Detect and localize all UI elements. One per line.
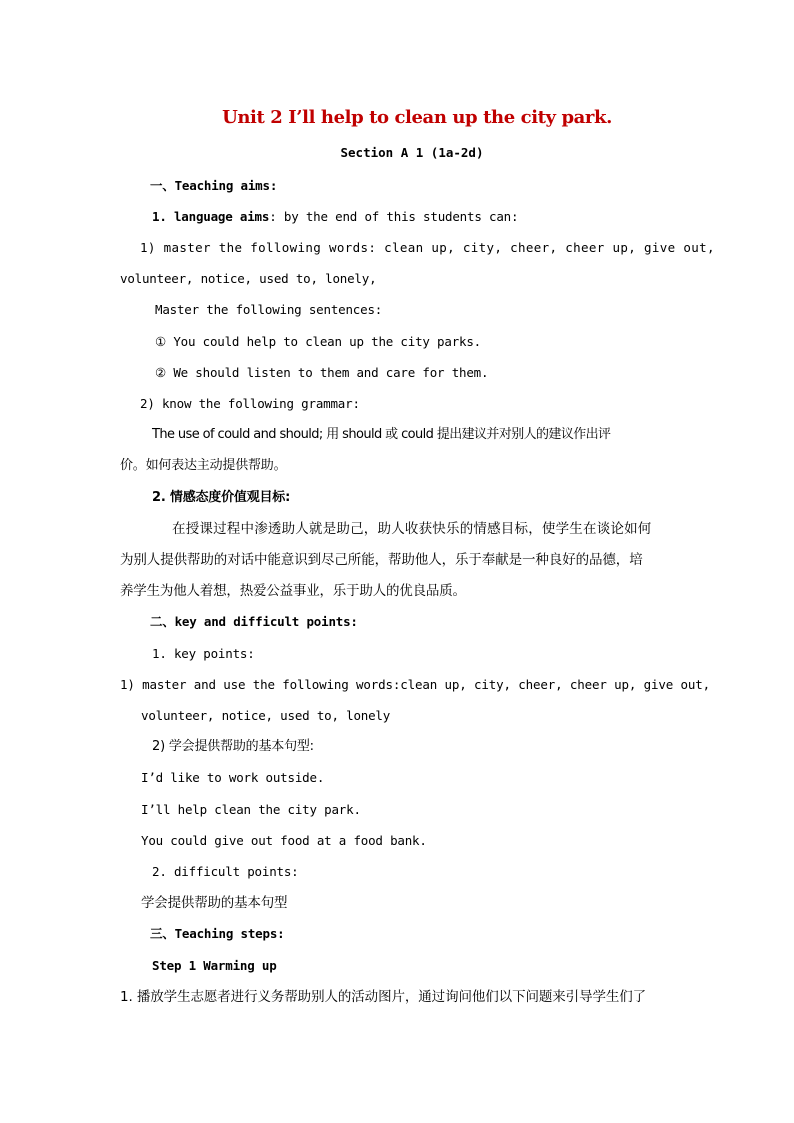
teaching-steps-heading: 三、Teaching steps: xyxy=(150,926,285,941)
document-title: Unit 2 I’ll help to clean up the city park. xyxy=(222,107,612,128)
document-subtitle: Section A 1 (1a-2d) xyxy=(340,145,484,160)
example-sentence-3: You could give out food at a food bank. xyxy=(141,833,427,848)
language-aims-label: 1. language aims xyxy=(152,209,270,224)
difficult-points-text: 学会提供帮助的基本句型 xyxy=(141,895,288,911)
key-points-heading: 二、key and difficult points: xyxy=(150,614,358,629)
words-line-1: 1) master the following words: clean up, city, cheer, cheer up, give out, xyxy=(140,240,715,255)
difficult-points-label: 2. difficult points: xyxy=(152,864,299,879)
emotion-line-2: 为别人提供帮助的对话中能意识到尽己所能，帮助他人，乐于奉献是一种良好的品德，培 xyxy=(120,552,643,568)
sentence-1: ① You could help to clean up the city parks. xyxy=(155,334,482,349)
sentence-2: ② We should listen to them and care for them. xyxy=(155,365,489,380)
sentences-label: Master the following sentences: xyxy=(155,302,383,317)
emotion-line-3: 养学生为他人着想，热爱公益事业，乐于助人的优良品质。 xyxy=(120,583,466,599)
example-sentence-2: I’ll help clean the city park. xyxy=(141,802,361,817)
grammar-line-2: 价。如何表达主动提供帮助。 xyxy=(120,458,287,473)
words-line-2: volunteer, notice, used to, lonely, xyxy=(120,271,377,286)
language-aims-line xyxy=(152,208,518,226)
key-points-item-2: 2) 学会提供帮助的基本句型: xyxy=(152,739,314,754)
key-points-line-1: 1) master and use the following words:clean up, city, cheer, cheer up, give out, xyxy=(120,677,711,692)
step-1-heading: Step 1 Warming up xyxy=(152,958,277,973)
example-sentence-1: I’d like to work outside. xyxy=(141,770,325,785)
teaching-aims-heading: 一、Teaching aims: xyxy=(150,178,278,193)
key-points-label: 1. key points: xyxy=(152,646,255,661)
grammar-label: 2) know the following grammar: xyxy=(140,396,360,411)
emotion-line-1: 在授课过程中渗透助人就是助己，助人收获快乐的情感目标，使学生在谈论如何 xyxy=(172,521,652,537)
emotion-label: 2. 情感态度价值观目标: xyxy=(152,490,291,505)
step-1-item-1: 1. 播放学生志愿者进行义务帮助别人的活动图片，通过询问他们以下问题来引导学生们了 xyxy=(120,989,647,1005)
language-aims-text: : by the end of this students can: xyxy=(269,209,519,224)
grammar-line-1: The use of could and should; 用 should 或 could 提出建议并对别人的建议作出评 xyxy=(152,427,611,442)
key-points-line-2: volunteer, notice, used to, lonely xyxy=(141,708,391,723)
